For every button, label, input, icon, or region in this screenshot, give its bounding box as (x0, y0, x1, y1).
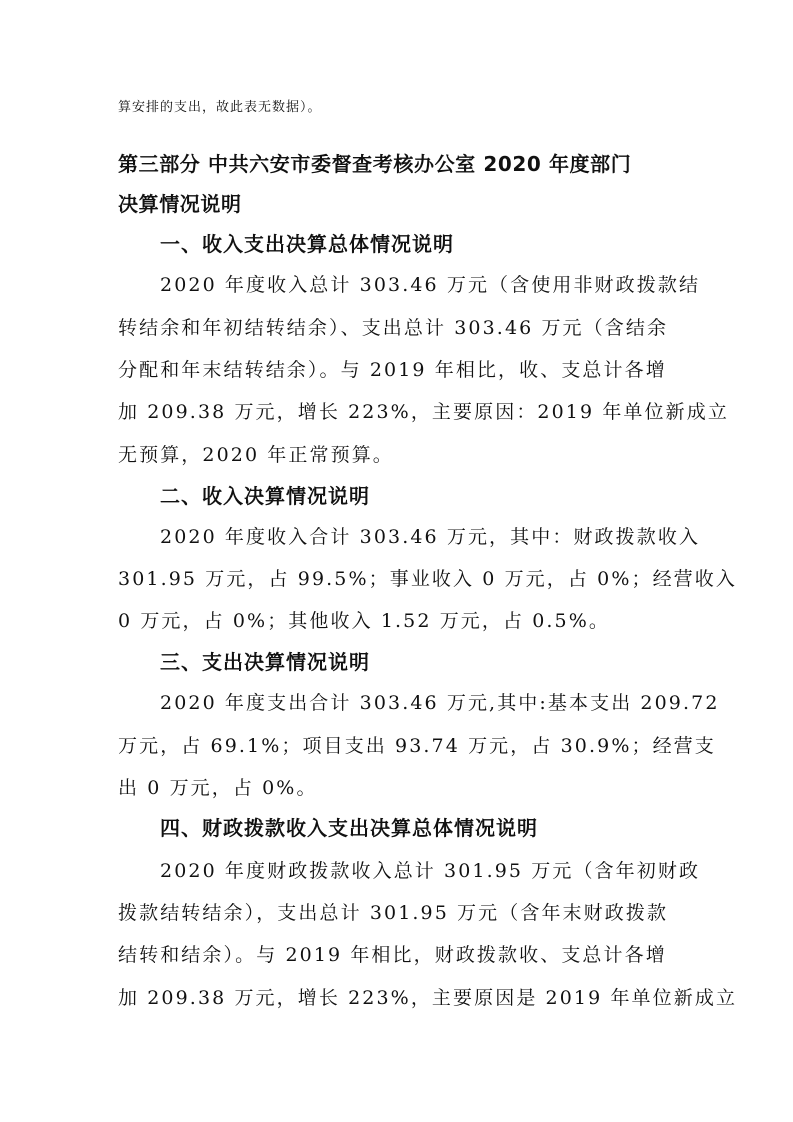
paragraph-line: 加 209.38 万元，增长 223%，主要原因：2019 年单位新成立 (118, 401, 729, 423)
section-heading-1: 一、收入支出决算总体情况说明 (160, 232, 454, 256)
section-heading-4: 四、财政拨款收入支出决算总体情况说明 (160, 816, 538, 840)
paragraph-line: 301.95 万元，占 99.5%；事业收入 0 万元，占 0%；经营收入 (118, 568, 737, 590)
paragraph-line: 2020 年度收入合计 303.46 万元，其中：财政拨款收入 (160, 526, 701, 548)
paragraph-line: 万元，占 69.1%；项目支出 93.74 万元，占 30.9%；经营支 (118, 735, 716, 757)
paragraph-line: 结转和结余）。与 2019 年相比，财政拨款收、支总计各增 (118, 944, 667, 966)
paragraph-line: 加 209.38 万元，增长 223%，主要原因是 2019 年单位新成立 (118, 987, 738, 1009)
paragraph-line: 拨款结转结余），支出总计 301.95 万元（含年末财政拨款 (118, 902, 669, 924)
paragraph-line: 分配和年末结转结余）。与 2019 年相比，收、支总计各增 (118, 359, 667, 381)
paragraph-line: 2020 年度收入总计 303.46 万元（含使用非财政拨款结 (160, 274, 701, 296)
part-title-line-1: 第三部分 中共六安市委督查考核办公室 2020 年度部门 (118, 152, 632, 176)
paragraph-line: 转结余和年初结转结余）、支出总计 303.46 万元（含结余 (118, 317, 669, 339)
continued-text-fragment: 算安排的支出，故此表无数据）。 (118, 100, 322, 115)
paragraph-line: 2020 年度支出合计 303.46 万元,其中:基本支出 209.72 (160, 692, 720, 714)
section-heading-2: 二、收入决算情况说明 (160, 484, 370, 508)
paragraph-line: 0 万元，占 0%；其他收入 1.52 万元，占 0.5%。 (118, 610, 611, 632)
part-title-line-2: 决算情况说明 (118, 192, 242, 216)
paragraph-line: 无预算，2020 年正常预算。 (118, 444, 394, 466)
section-heading-3: 三、支出决算情况说明 (160, 650, 370, 674)
paragraph-line: 出 0 万元，占 0%。 (118, 777, 318, 799)
paragraph-line: 2020 年度财政拨款收入总计 301.95 万元（含年初财政 (160, 860, 701, 882)
